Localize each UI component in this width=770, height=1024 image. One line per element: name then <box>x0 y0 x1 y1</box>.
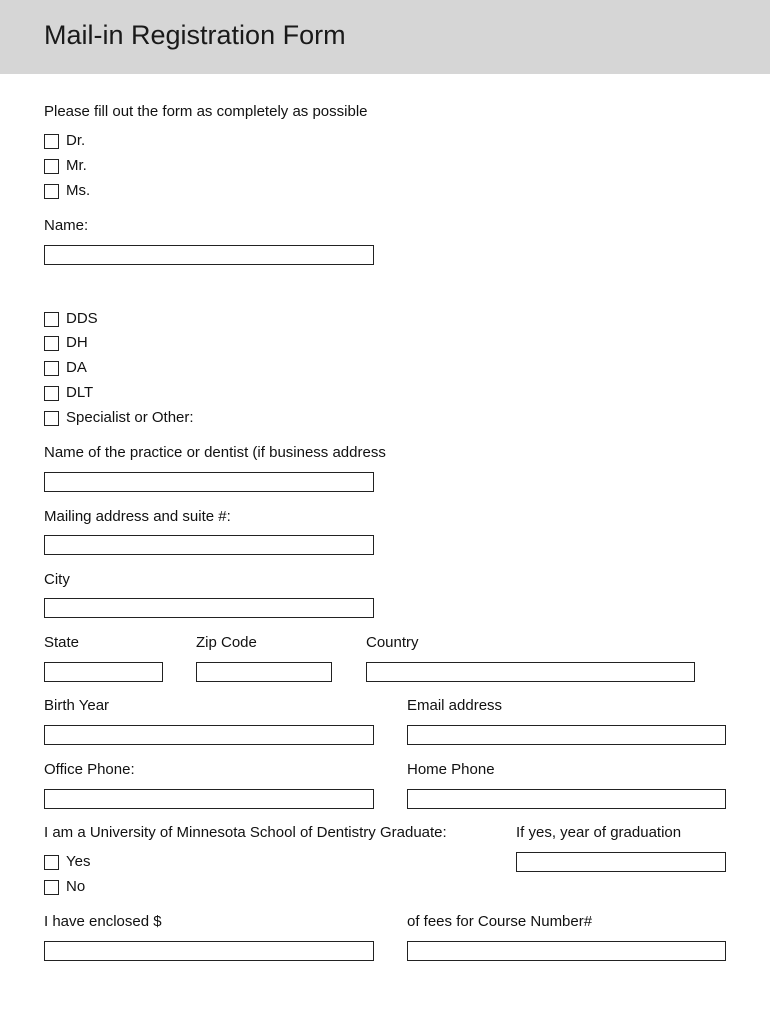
label-dr: Dr. <box>66 132 86 149</box>
practice-label: Name of the practice or dentist (if business address <box>44 444 386 461</box>
label-yes: Yes <box>66 853 91 870</box>
graduation-year-label: If yes, year of graduation <box>516 824 682 841</box>
label-dlt: DLT <box>66 384 94 401</box>
enclosed-amount-label: I have enclosed $ <box>44 913 162 930</box>
label-dds: DDS <box>66 310 98 327</box>
state-label: State <box>44 634 80 651</box>
mailing-address-field[interactable] <box>44 535 374 555</box>
checkbox-specialist[interactable] <box>44 411 59 426</box>
label-ms: Ms. <box>66 182 91 199</box>
mailing-address-label: Mailing address and suite #: <box>44 508 231 525</box>
name-field[interactable] <box>44 245 374 265</box>
checkbox-yes[interactable] <box>44 855 59 870</box>
label-mr: Mr. <box>66 157 87 174</box>
city-field[interactable] <box>44 598 374 618</box>
checkbox-da[interactable] <box>44 361 59 376</box>
office-phone-field[interactable] <box>44 789 374 809</box>
birth-year-field[interactable] <box>44 725 374 745</box>
checkbox-no[interactable] <box>44 880 59 895</box>
intro-text: Please fill out the form as completely as possible <box>44 103 368 120</box>
label-no: No <box>66 878 86 895</box>
label-specialist: Specialist or Other: <box>66 409 194 426</box>
city-label: City <box>44 571 70 588</box>
home-phone-field[interactable] <box>407 789 726 809</box>
header-bar <box>0 0 770 74</box>
office-phone-label: Office Phone: <box>44 761 135 778</box>
birth-year-label: Birth Year <box>44 697 110 714</box>
enclosed-amount-field[interactable] <box>44 941 374 961</box>
email-label: Email address <box>407 697 503 714</box>
zip-label: Zip Code <box>196 634 257 651</box>
name-label: Name: <box>44 217 89 234</box>
page-title: Mail-in Registration Form <box>44 20 346 50</box>
email-field[interactable] <box>407 725 726 745</box>
checkbox-mr[interactable] <box>44 159 59 174</box>
practice-field[interactable] <box>44 472 374 492</box>
course-number-field[interactable] <box>407 941 726 961</box>
state-field[interactable] <box>44 662 163 682</box>
label-da: DA <box>66 359 87 376</box>
checkbox-dlt[interactable] <box>44 386 59 401</box>
graduate-label: I am a University of Minnesota School of Dentistry Graduate: <box>44 824 447 841</box>
checkbox-dh[interactable] <box>44 336 59 351</box>
country-field[interactable] <box>366 662 695 682</box>
zip-field[interactable] <box>196 662 332 682</box>
home-phone-label: Home Phone <box>407 761 495 778</box>
country-label: Country <box>366 634 419 651</box>
checkbox-dr[interactable] <box>44 134 59 149</box>
checkbox-dds[interactable] <box>44 312 59 327</box>
course-number-label: of fees for Course Number# <box>407 913 593 930</box>
label-dh: DH <box>66 334 88 351</box>
graduation-year-field[interactable] <box>516 852 726 872</box>
checkbox-ms[interactable] <box>44 184 59 199</box>
